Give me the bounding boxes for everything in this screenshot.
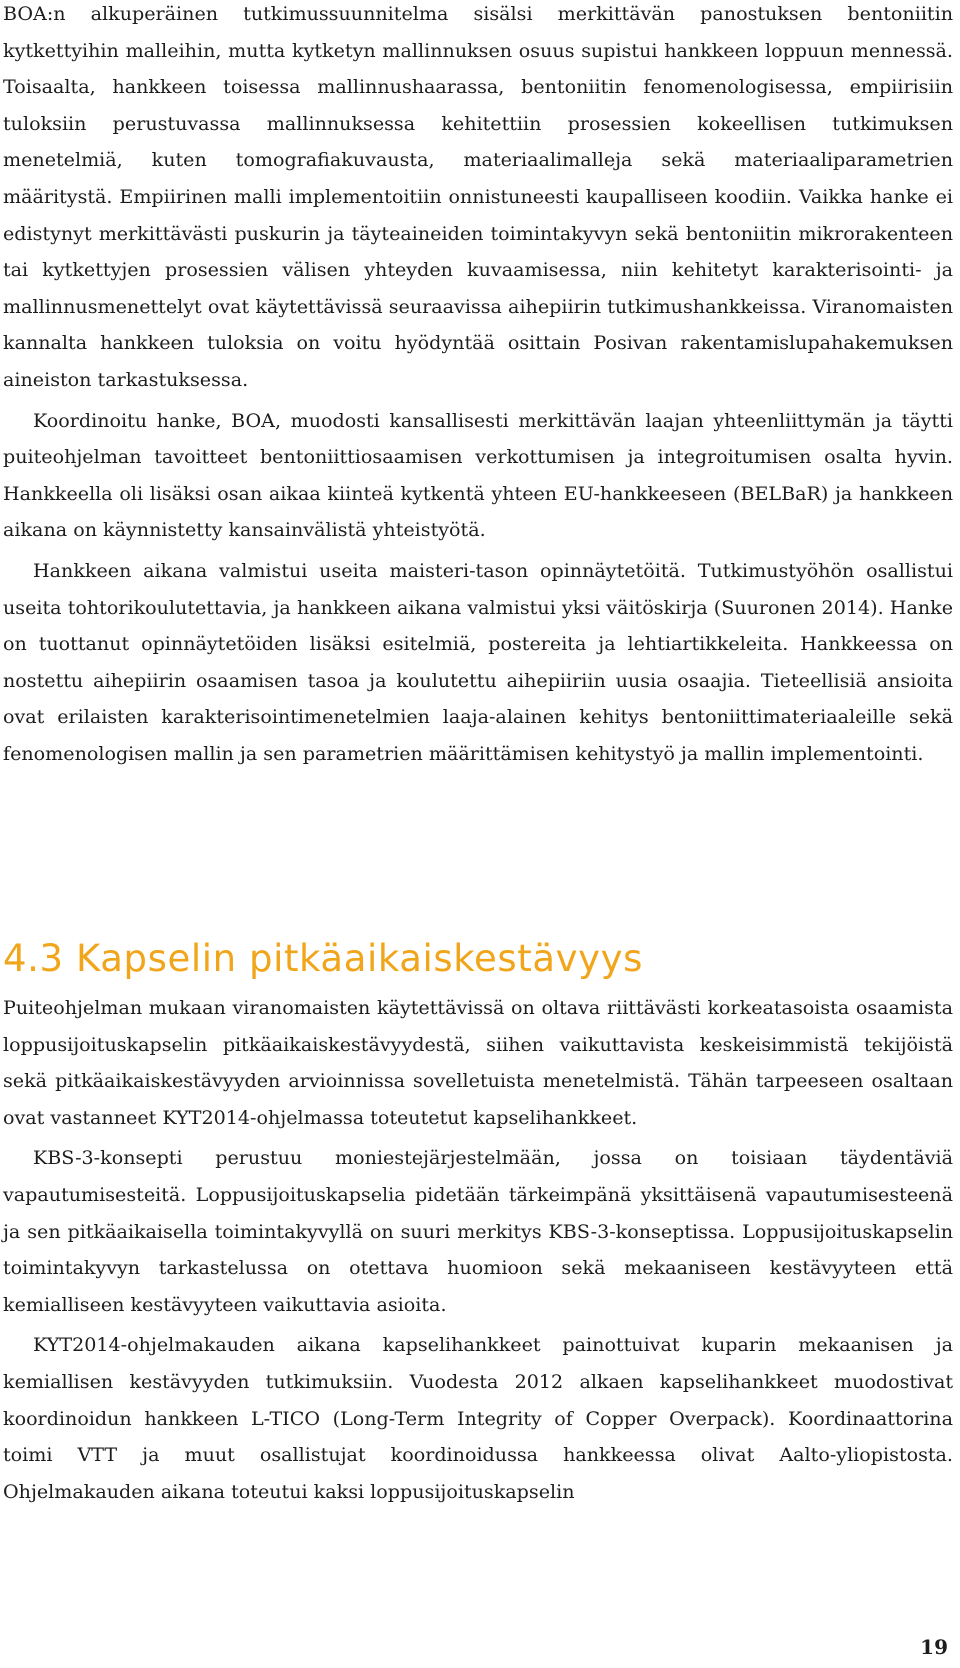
paragraph-boa-research-plan: BOA:n alkuperäinen tutkimussuunnitelma sisälsi merkittävän panostuksen bentoniitin kytkettyihin malleihin, mutta kytketyn mallinnuksen osuus supistui hankkeen loppuun mennessä. Toisaalta, hankkeen toisessa mallinnushaarassa, bentoniitin fenomenologisessa, empiirisiin tuloksiin perustuvassa mallinnuksessa kehitettiin prosessien kokeellisen tutkimuksen menetelmiä, kuten tomografiakuvausta, materiaalimalleja sekä materiaaliparametrien määritystä. Empiirinen malli implementoitiin onnistuneesti kaupalliseen koodiin. Vaikka hanke ei edistynyt merkittävästi puskurin ja täyteaineiden toimintakyvyn sekä bentoniitin mikrorakenteen tai kytkettyjen prosessien välisen yhteyden kuvaamisessa, niin kehitetyt karakterisointi- ja mallinnusmenettelyt ovat käytettävissä seuraavissa aihepiirin tutkimushankkeissa. Viranomaisten kannalta hankkeen tuloksia on voitu hyödyntää osittain Posivan rakentamislupahakemuksen aineiston tarkastuksessa. <box>3 2 953 391</box>
paragraph-coordinated-project: Koordinoitu hanke, BOA, muodosti kansallisesti merkittävän laajan yhteenliittymän ja täytti puiteohjelman tavoitteet bentoniittiosaamisen verkottumisen ja integroitumisen osalta hyvin. Hankkeella oli lisäksi osan aikaa kiinteä kytkentä yhteen EU-hankkeeseen (BELBaR) ja hankkeen aikana on käynnistetty kansainvälistä yhteistyötä. <box>3 408 953 542</box>
paragraph-framework-program: Puiteohjelman mukaan viranomaisten käytettävissä on oltava riittävästi korkeatasoista osaamista loppusijoituskapselin pitkäaikaiskestävyydestä, siihen vaikuttavista keskeisimmistä tekijöistä sekä pitkäaikaiskestävyyden arvioinnissa sovelletuista menetelmistä. Tähän tarpeeseen osaltaan ovat vastanneet KYT2014-ohjelmassa toteutetut kapselihankkeet. <box>3 996 953 1129</box>
paragraph-kbs3-concept: KBS-3-konsepti perustuu moniestejärjestelmään, jossa on toisiaan täydentäviä vapautumisesteitä. Loppusijoituskapselia pidetään tärkeimpänä yksittäisenä vapautumisesteenä ja sen pitkäaikaisella toimintakyvyllä on suuri merkitys KBS-3-konseptissa. Loppusijoituskapselin toimintakyvyn tarkastelussa on otettava huomioon sekä mekaaniseen kestävyyteen että kemialliseen kestävyyteen vaikuttavia asioita. <box>3 1146 953 1316</box>
text-block-before-heading <box>3 0 953 772</box>
page-number: 19 <box>920 1635 948 1659</box>
section-heading: 4.3 Kapselin pitkäaikaiskestävyys <box>3 937 643 980</box>
paragraph-theses-results: Hankkeen aikana valmistui useita maisteri-tason opinnäytetöitä. Tutkimustyöhön osallistui useita tohtorikoulutettavia, ja hankkeen aikana valmistui yksi väitöskirja (Suuronen 2014). Hanke on tuottanut opinnäytetöiden lisäksi esitelmiä, postereita ja lehtiartikkeleita. Hankkeessa on nostettu aihepiirin osaamisen tasoa ja koulutettu aihepiiriin uusia osaajia. Tieteellisiä ansioita ovat erilaisten karakterisointimenetelmien laaja-alainen kehitys bentoniittimateriaaleille sekä fenomenologisen mallin ja sen parametrien määrittämisen kehitystyö ja mallin implementointi. <box>3 558 953 765</box>
text-block-after-heading <box>3 990 953 1510</box>
paragraph-kyt2014-capsule-projects: KYT2014-ohjelmakauden aikana kapselihankkeet painottuivat kuparin mekaanisen ja kemiallisen kestävyyden tutkimuksiin. Vuodesta 2012 alkaen kapselihankkeet muodostivat koordinoidun hankkeen L-TICO (Long-Term Integrity of Copper Overpack). Koordinaattorina toimi VTT ja muut osallistujat koordinoidussa hankkeessa olivat Aalto-yliopistosta. Ohjelmakauden aikana toteutui kaksi loppusijoituskapselin <box>3 1333 953 1503</box>
